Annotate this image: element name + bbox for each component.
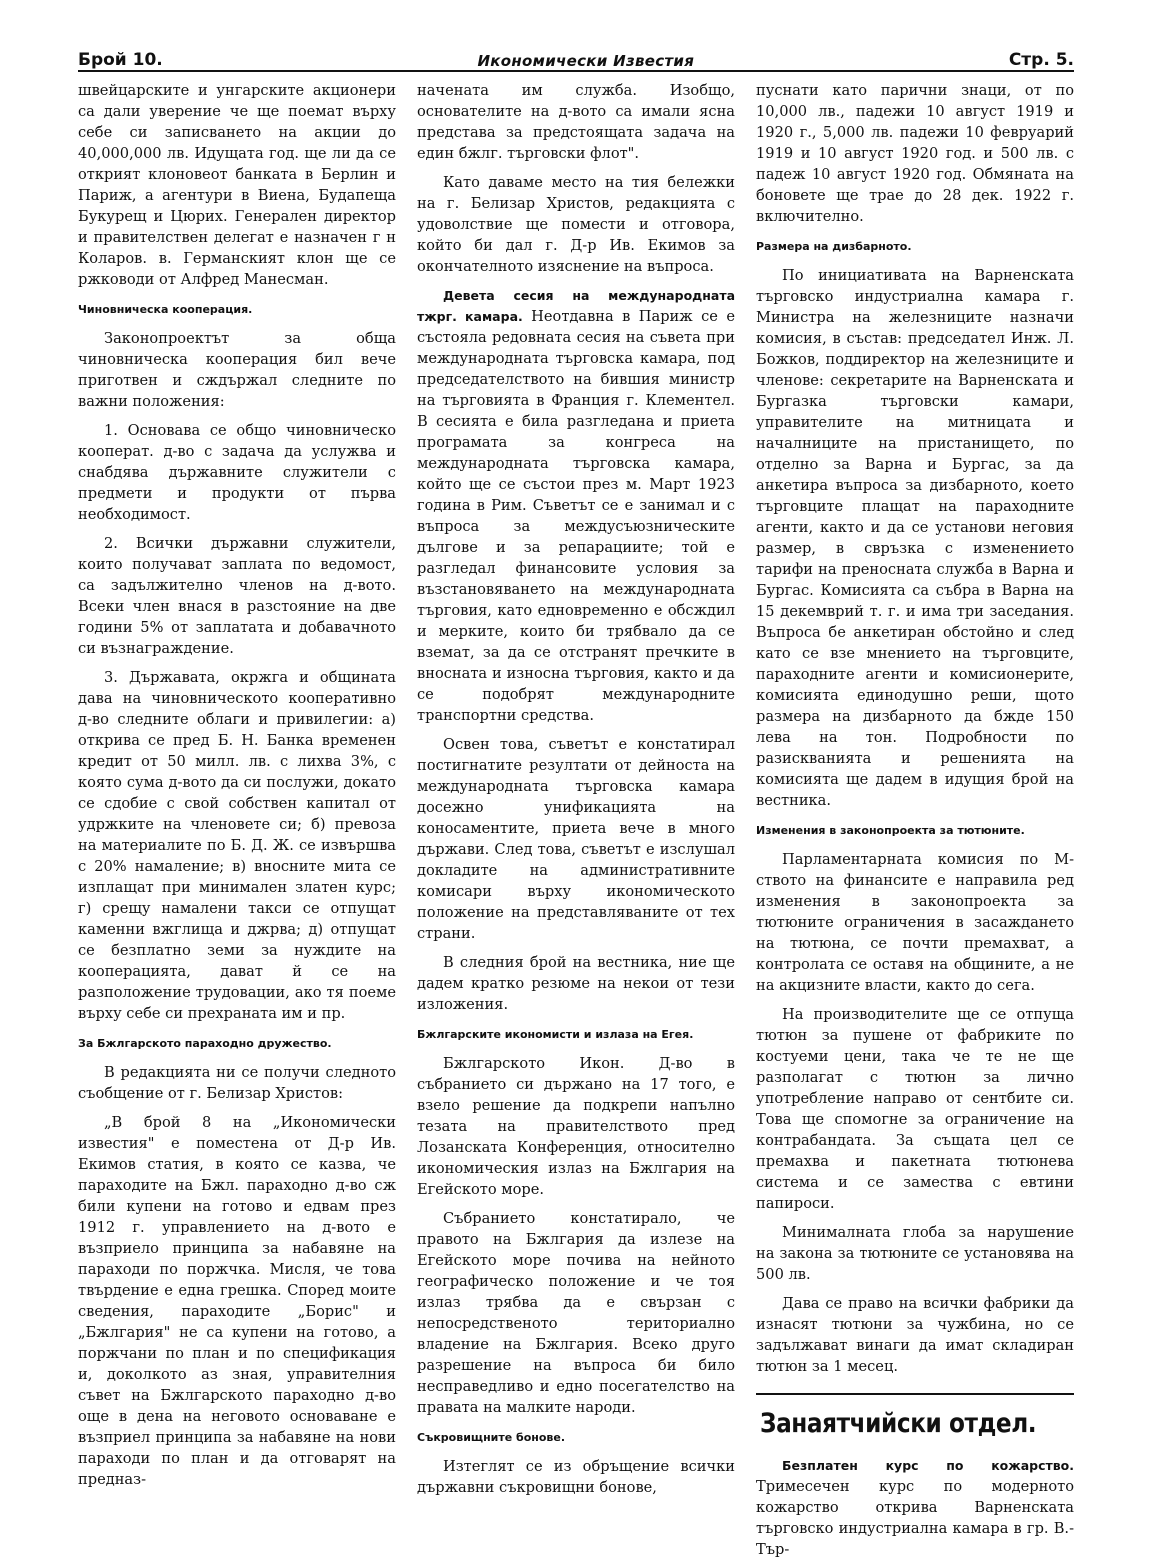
paragraph: начената им служба. Изобщо, основателите на д-вото са имали ясна представа за предстоящата задача на един бжлг. търговски флот".	[417, 82, 735, 162]
paragraph: На производителите ще се отпуща тютюн за пушене от фабриките по костуеми цени, така че те не ще разполагат с тютюн за лично употребление направо от сентбите си. Това ще спомогне за ограничение на контрабандата. За същата цел се премахва и пакетната тютюнева система и се замества с евтини папироси.	[756, 1006, 1074, 1212]
paragraph: Бжлгарското Икон. Д-во в събранието си държано на 17 того, е взело решение да подкрепи напълно тезата на правителството пред Лозанската Конференция, относително икономическия излаз на Бжлгария на Егейското море.	[417, 1055, 735, 1198]
column-2	[417, 80, 735, 1496]
crafts-section-title: Занаятчийски отдел.	[760, 1408, 1037, 1439]
paragraph-text: Неотдавна в Париж се е състояла редовната сесия на съвета при международната търговска камара, под председателството на бившия министр на търговията в Франция г. Клементел. В сесията е била разгледана и приета програмата за конгреса на международната търговска камара, който ще се състои през м. Март 1923 година в Рим. Съветът се е занимал и с въпроса за междусъюзническите дългове и за репарациите; той е разгледал финансовите условия за възстановяването на международната търговия, като едновременно е обсждил и мерките, които би трябвало да се вземат, за да се отстранят пречките в вносната и износна търговия, както и да се подобрят международните транспортни средства.	[417, 308, 735, 724]
section-heading: Размера на дизбарното.	[756, 240, 912, 253]
page-number: Стр. 5.	[1008, 50, 1074, 70]
running-header	[78, 40, 1074, 72]
section-heading: За Бжлгарското параходно дружество.	[78, 1037, 332, 1050]
paragraph: Изтеглят се из обръщение всички държавни съкровищни бонове,	[417, 1458, 735, 1496]
section-heading: Съкровищните бонове.	[417, 1431, 566, 1444]
paragraph: Законопроектът за обща чиновническа кооперация бил вече приготвен и сждържал следните по важни положения:	[78, 330, 396, 410]
run-in-heading: Безплатен курс по кожарство.	[782, 1458, 1074, 1473]
issue-number: Брой 10.	[78, 50, 163, 70]
paragraph: швейцарските и унгарските акционери са дали уверение че ще поемат върху себе си записването на акции до 40,000,000 лв. Идущата год. ще ли да се открият клоновеот банката в Берлин и Париж, а агентури в Виена, Будапеща Букурещ и Цюрих. Генерален директор и правителствен делегат е назначен г н Коларов. в. Германският клон ще се ржководи от Алфред Манесман.	[78, 82, 396, 288]
paragraph: 2. Всички държавни служители, които получават заплата по ведомост, са задължително членов на д-вото. Всеки член внася в разстояние на две години 5% от заплатата и добавачното си възнаграждение.	[78, 535, 396, 657]
paragraph-text: Тримесечен курс по модерното кожарство открива Варненската търговско индустриална камара в гр. В.-Тър-	[756, 1478, 1074, 1558]
paragraph: Събранието констатирало, че правото на Бжлгария да излезе на Егейското море почива на нейното географическо положение и че тоя излаз трябва да е свързан с непосредственото териториално владение на Бжлгария. Всеко друго разрешение на въпроса би било несправедливо и едно посегателство на правата на малките народи.	[417, 1210, 735, 1416]
section-divider	[756, 1393, 1074, 1395]
column-3	[756, 80, 1074, 1558]
run-in-heading: Девета сесия на международната тжрг. камара.	[417, 288, 735, 324]
paragraph	[417, 285, 735, 726]
section-heading: Бжлгарските икономисти и излаза на Егея.	[417, 1028, 694, 1041]
publication-title: Икономически Известия	[477, 52, 695, 70]
paragraph: В редакцията ни се получи следното съобщение от г. Белизар Христов:	[78, 1064, 396, 1102]
section-heading: Чиновническа кооперация.	[78, 303, 253, 316]
paragraph: Като даваме место на тия бележки на г. Белизар Христов, редакцията с удоволствие ще помести и отговора, който би дал г. Д-р Ив. Екимов за окончателното изяснение на въпроса.	[417, 174, 735, 275]
paragraph: По инициативата на Варненската търговско индустриална камара г. Министра на железниците назначи комисия, в състав: председател Инж. Л. Божков, поддиректор на железниците и членове: секретарите на Варненската и Бургазка търговски камари, управителите на митницата и началниците на пристанището, по отделно за Варна и Бургас, за да анкетира въпроса за дизбарното, което търговците плащат на параходните агенти, както и да се установи неговия размер, в свръзка с изменението тарифи на преносната служба в Варна и Бургас. Комисията са събра в Варна на 15 декемврий т. г. и има три заседания. Въпроса бе анкетиран обстойно и след като се взе мнението на търговците, параходните агенти и комисионерите, комисията единодушно реши, щото размера на дизбарното да бжде 150 лева на тон. Подробности по разискванията и решенията на комисията ще дадем в идущия брой на вестника.	[756, 267, 1074, 809]
paragraph: „В брой 8 на „Икономически известия" е поместена от Д-р Ив. Екимов статия, в която се казва, че параходите на Бжл. параходно д-во сж били купени на готово и едвам през 1912 г. управлението на д-вото е възприело принципа за набавяне на параходи по поржчка. Мисля, че това твърдение е една грешка. Според моите сведения, параходите „Борис" и „Бжлгария" не са купени на готово, а поржчани по план и по спецификация и, доколкото аз зная, управителния съвет на Бжлгарското параходно д-во още в дена на неговото основаване е възприел принципа за набавяне на нови параходи по план и да отговарят на предназ-	[78, 1114, 396, 1488]
paragraph: Дава се право на всички фабрики да изнасят тютюни за чужбина, но се задължават винаги да имат складиран тютюн за 1 месец.	[756, 1295, 1074, 1375]
paragraph: пуснати като парични знаци, от по 10,000 лв., падежи 10 август 1919 и 1920 г., 5,000 лв. падежи 10 февруарий 1919 и 10 август 1920 год. и 500 лв. с падеж 10 август 1920 год. Обмяната на боновете ще трае до 28 дек. 1922 г. включително.	[756, 82, 1074, 225]
paragraph: Минималната глоба за нарушение на закона за тютюните се установява на 500 лв.	[756, 1224, 1074, 1283]
columns	[78, 80, 1074, 1558]
paragraph: 3. Държавата, окржга и общината дава на чиновническото кооперативно д-во следните облаги и привилегии: а) открива се пред Б. Н. Банка временен кредит от 50 милл. лв. с лихва 3%, с която сума д-вото да си послужи, докато се сдобие с свой собствен капитал от удржките на членовете си; б) превоза на материалите по Б. Д. Ж. се извършва с 20% намаление; в) вносните мита се изплащат при минимален златен курс; г) срещу намалени такси се отпущат каменни вжглища и джрва; д) отпущат се безплатно земи за нуждите на кооперацията, дават й се на разположение трудовации, ако тя поеме върху себе си прехраната им и пр.	[78, 669, 396, 1022]
paragraph: Освен това, съветът е констатирал постигнатите резултати от дейноста на международната търговска камара досежно унификацията на коносаментите, приета вече в много държави. След това, съветът е изслушал докладите на административните комисари върху икономическото положение на представляваните от тех страни.	[417, 736, 735, 942]
column-1	[78, 80, 396, 1488]
paragraph	[756, 1455, 1074, 1560]
section-heading: Изменения в законопроекта за тютюните.	[756, 824, 1025, 837]
paragraph: 1. Основава се общо чиновническо кооперат. д-во с задача да услужва и снабдява държавните служители с предмети и продукти от първа необходимост.	[78, 422, 396, 523]
paragraph: В следния брой на вестника, ние ще дадем кратко резюме на некои от тези изложения.	[417, 954, 735, 1013]
paragraph: Парламентарната комисия по М-ството на финансите е направила ред изменения в законопроекта за тютюните ограничения в засаждането на тютюна, се почти премахват, а контролата се оставя на общините, а не на акцизните власти, както до сега.	[756, 851, 1074, 994]
